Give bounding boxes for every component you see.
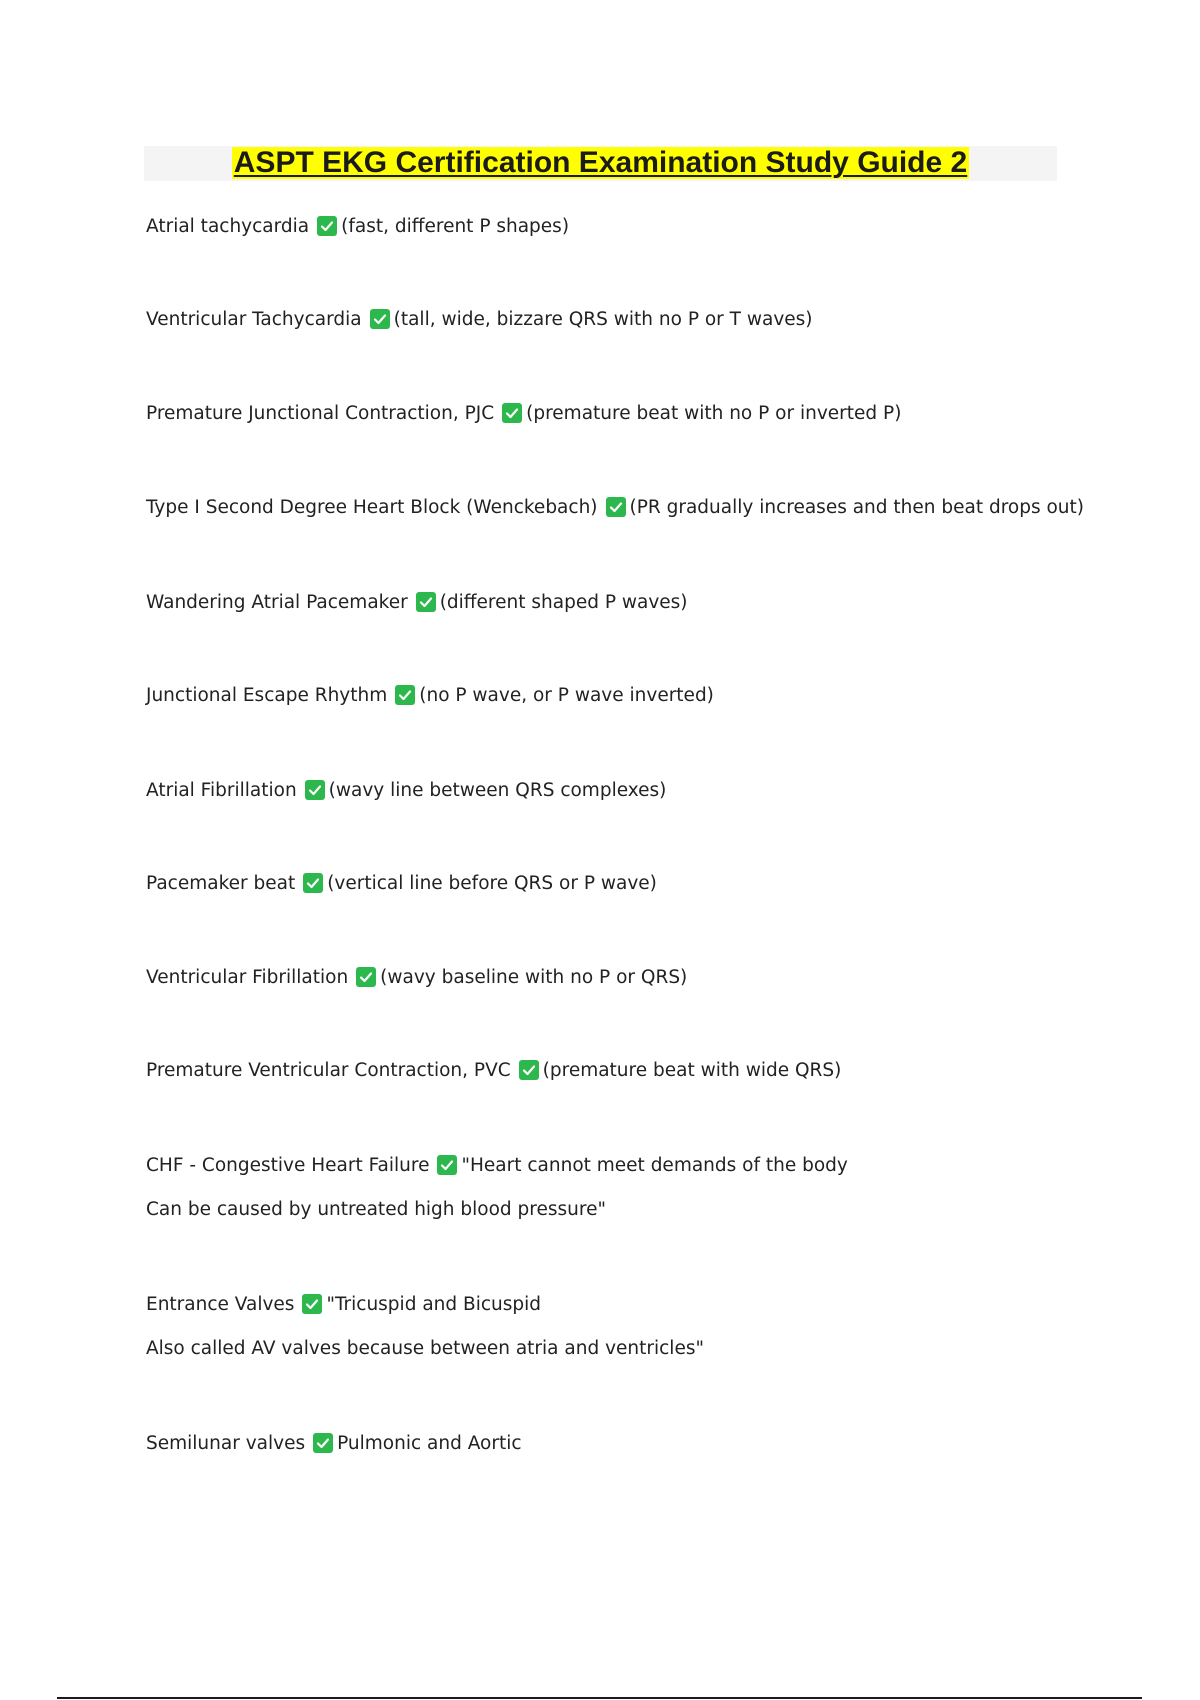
- entry-line: [146, 1422, 1096, 1466]
- entry-item: [146, 1283, 1096, 1371]
- entry-definition: (different shaped P waves): [439, 592, 688, 613]
- entry-item: [146, 956, 1096, 1000]
- entry-line: [146, 1283, 1096, 1327]
- check-mark-icon: [437, 1155, 457, 1175]
- entry-term: Type I Second Degree Heart Block (Wenckebach): [146, 497, 598, 518]
- entry-line: [146, 486, 1096, 530]
- entry-term: CHF - Congestive Heart Failure: [146, 1155, 430, 1176]
- entry-line: [146, 1049, 1096, 1093]
- check-mark-icon: [502, 403, 522, 423]
- entry-term: Premature Junctional Contraction, PJC: [146, 403, 495, 424]
- entry-line: [146, 769, 1096, 813]
- entry-term: Atrial tachycardia: [146, 216, 310, 237]
- entry-item: [146, 862, 1096, 906]
- entry-item: [146, 205, 1096, 249]
- entry-term: Pacemaker beat: [146, 873, 296, 894]
- entry-item: [146, 581, 1096, 625]
- entry-item: [146, 392, 1096, 436]
- entry-line: [146, 1144, 1096, 1188]
- entry-item: [146, 1049, 1096, 1093]
- check-mark-icon: [356, 967, 376, 987]
- entry-item: [146, 298, 1096, 342]
- entry-definition: (wavy baseline with no P or QRS): [380, 967, 688, 988]
- entry-term: Junctional Escape Rhythm: [146, 685, 388, 706]
- entry-line: [146, 392, 1096, 436]
- entry-definition: (premature beat with no P or inverted P): [526, 403, 902, 424]
- entry-item: [146, 1144, 1096, 1232]
- entry-definition: (premature beat with wide QRS): [542, 1060, 842, 1081]
- entry-term: Semilunar valves: [146, 1433, 306, 1454]
- check-mark-icon: [303, 873, 323, 893]
- entry-definition: "Heart cannot meet demands of the body: [461, 1155, 848, 1176]
- entry-line: [146, 581, 1096, 625]
- page-bottom-rule: [57, 1697, 1142, 1699]
- check-mark-icon: [416, 592, 436, 612]
- entry-continuation: Also called AV valves because between atria and ventricles": [146, 1338, 704, 1359]
- document-title: ASPT EKG Certification Examination Study Guide 2: [233, 146, 968, 179]
- entry-definition: (tall, wide, bizzare QRS with no P or T waves): [393, 309, 813, 330]
- entry-term: Atrial Fibrillation: [146, 780, 297, 801]
- entry-term: Premature Ventricular Contraction, PVC: [146, 1060, 511, 1081]
- entry-item: [146, 1422, 1096, 1466]
- entry-line: [146, 862, 1096, 906]
- check-mark-icon: [519, 1060, 539, 1080]
- entry-definition: (PR gradually increases and then beat drops out): [629, 497, 1085, 518]
- entry-term: Entrance Valves: [146, 1294, 295, 1315]
- entry-term: Ventricular Fibrillation: [146, 967, 349, 988]
- entry-item: [146, 674, 1096, 718]
- check-mark-icon: [305, 780, 325, 800]
- entry-line: [146, 674, 1096, 718]
- entry-continuation: Can be caused by untreated high blood pressure": [146, 1199, 606, 1220]
- check-mark-icon: [606, 497, 626, 517]
- entry-item: [146, 486, 1096, 530]
- entry-item: [146, 769, 1096, 813]
- entry-definition: Pulmonic and Aortic: [337, 1433, 522, 1454]
- entry-definition: (no P wave, or P wave inverted): [419, 685, 714, 706]
- entry-term: Ventricular Tachycardia: [146, 309, 362, 330]
- title-bar: [144, 146, 1057, 181]
- entry-definition: (vertical line before QRS or P wave): [327, 873, 657, 894]
- entry-line: [146, 956, 1096, 1000]
- entry-definition: (wavy line between QRS complexes): [328, 780, 667, 801]
- check-mark-icon: [317, 216, 337, 236]
- check-mark-icon: [302, 1294, 322, 1314]
- check-mark-icon: [370, 309, 390, 329]
- entry-term: Wandering Atrial Pacemaker: [146, 592, 408, 613]
- entry-line: [146, 205, 1096, 249]
- entry-definition: (fast, different P shapes): [341, 216, 570, 237]
- entry-definition: "Tricuspid and Bicuspid: [326, 1294, 541, 1315]
- check-mark-icon: [395, 685, 415, 705]
- entry-line: [146, 298, 1096, 342]
- check-mark-icon: [313, 1433, 333, 1453]
